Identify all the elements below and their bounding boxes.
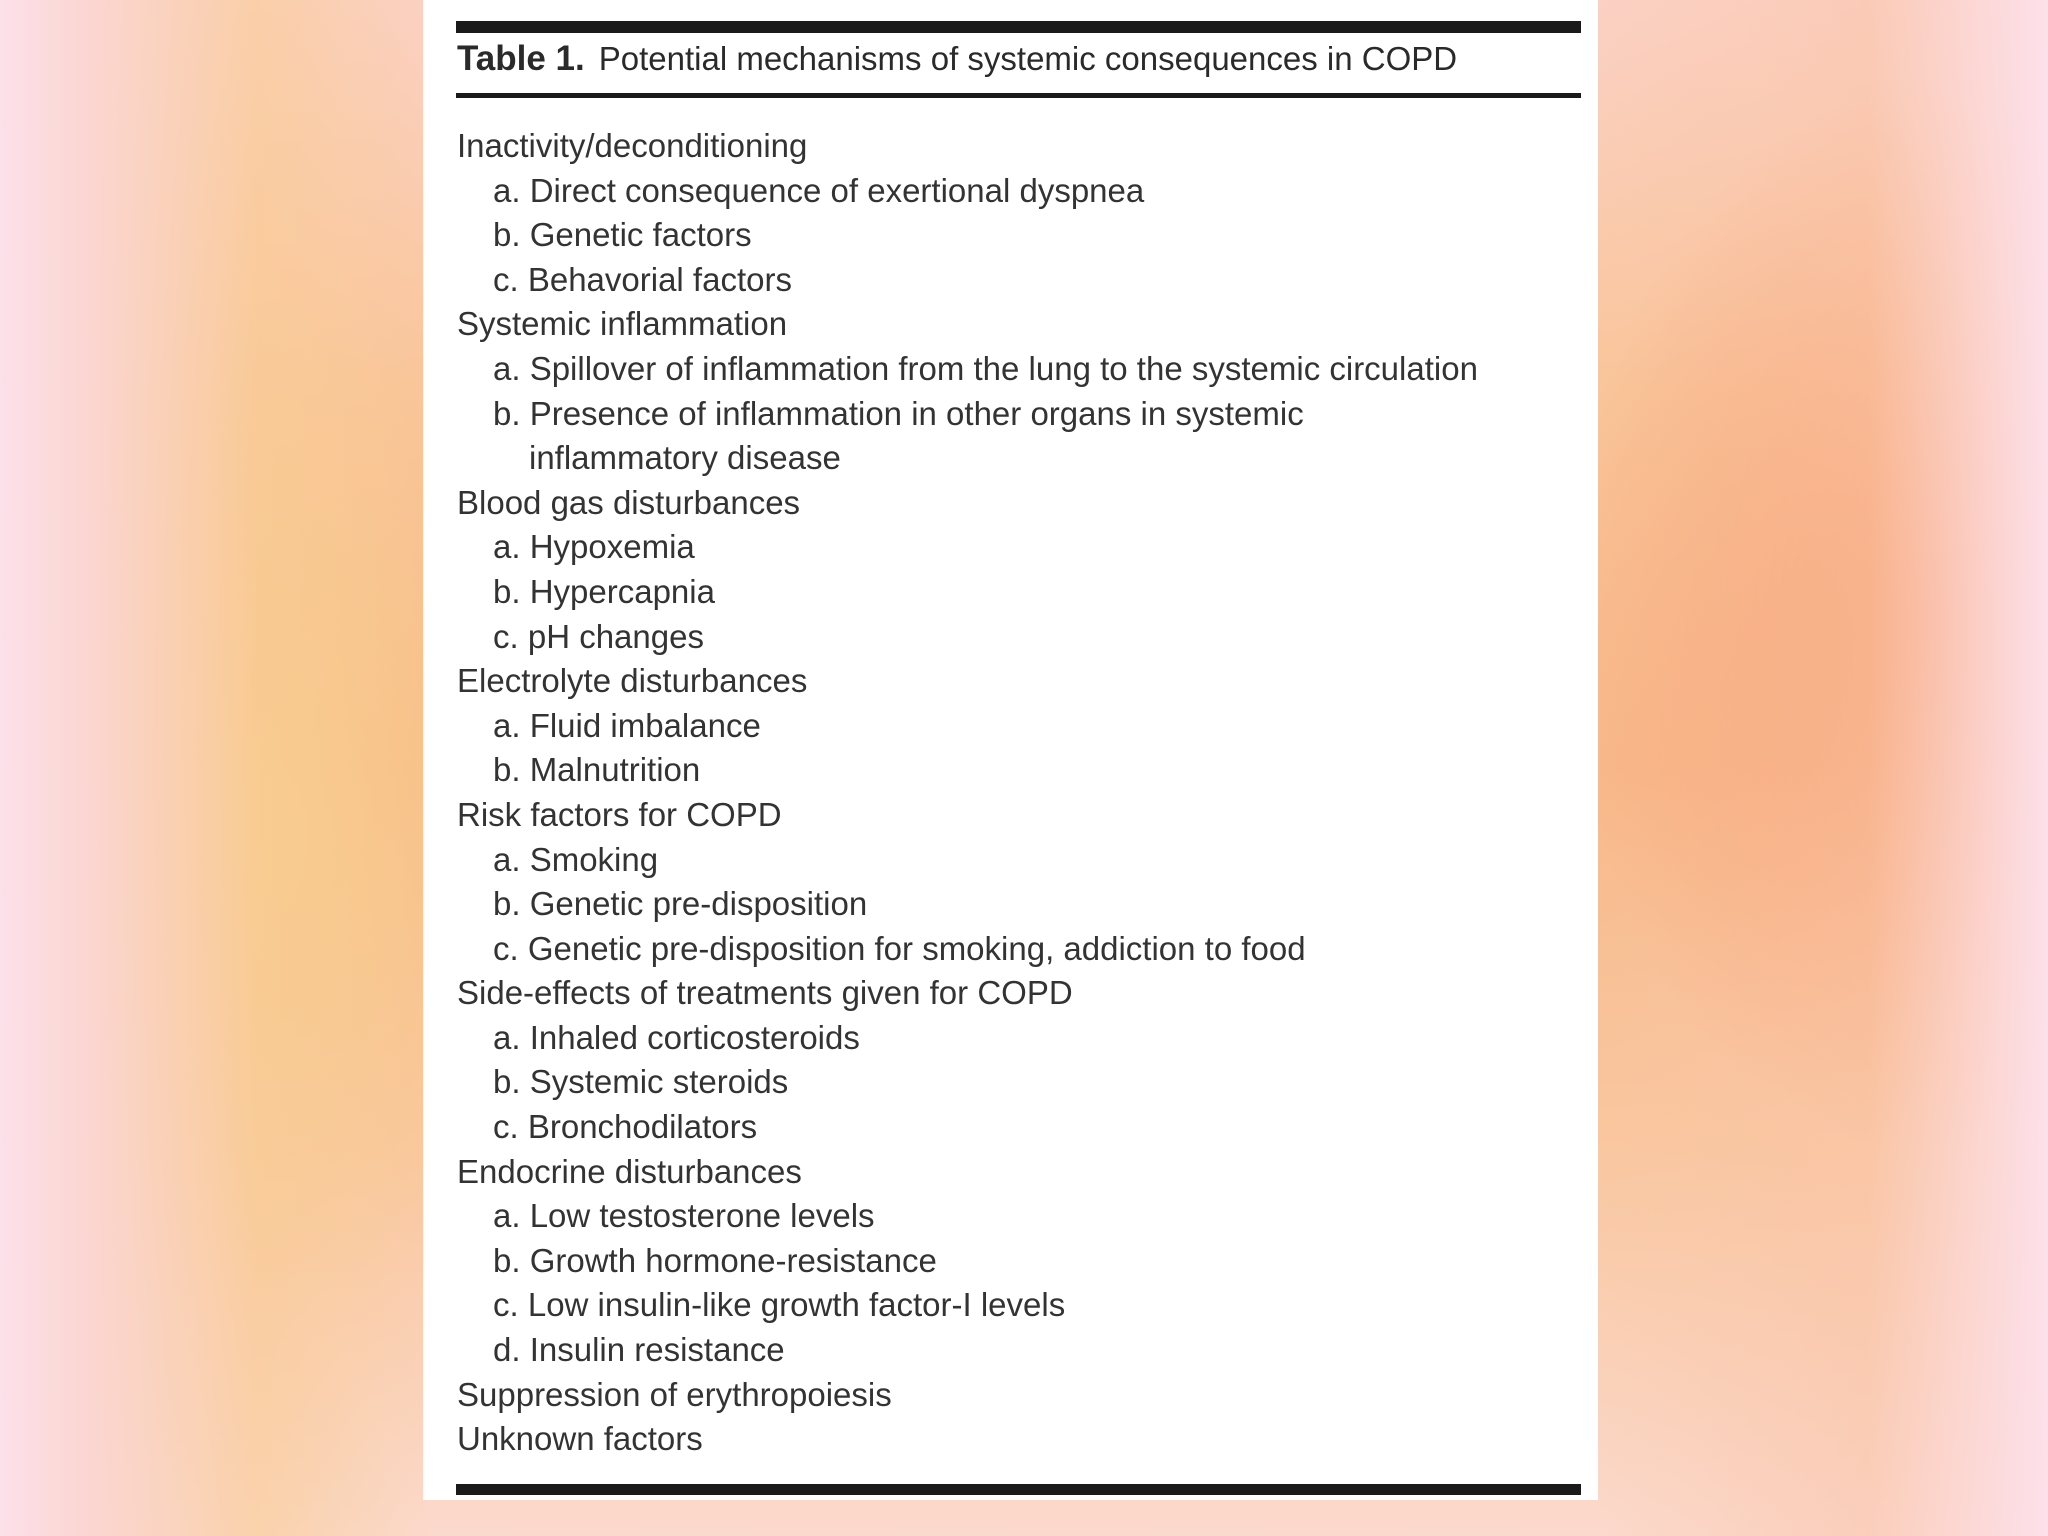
mechanism-list — [457, 124, 1582, 1462]
background-left-glow — [0, 0, 430, 1536]
table-document — [423, 0, 1598, 1500]
category-item: b. Growth hormone-resistance — [493, 1241, 937, 1279]
category-title: Risk factors for COPD — [457, 795, 782, 833]
table-header-rule — [456, 93, 1581, 98]
category-title: Side-effects of treatments given for COPD — [457, 974, 1073, 1012]
category-item: a. Low testosterone levels — [493, 1197, 875, 1235]
category-item: a. Fluid imbalance — [493, 706, 761, 744]
table-caption — [457, 34, 1457, 84]
table-bottom-rule — [456, 1484, 1581, 1495]
category-item: b. Malnutrition — [493, 751, 701, 789]
category-item: a. Hypoxemia — [493, 528, 695, 566]
category-title: Endocrine disturbances — [457, 1152, 802, 1190]
category-item: a. Inhaled corticosteroids — [493, 1018, 860, 1056]
category-item: c. Behavorial factors — [493, 260, 792, 298]
category-item: b. Presence of inflammation in other organs in systemic — [493, 394, 1304, 432]
category-item: b. Systemic steroids — [493, 1063, 789, 1101]
category-title: Suppression of erythropoiesis — [457, 1375, 892, 1413]
category-item: b. Genetic factors — [493, 216, 752, 254]
category-item: c. Bronchodilators — [493, 1108, 758, 1146]
background-right-glow — [1598, 0, 2048, 1536]
category-item: d. Insulin resistance — [493, 1331, 785, 1369]
category-title: Unknown factors — [457, 1420, 703, 1458]
category-item: a. Direct consequence of exertional dyspnea — [493, 171, 1145, 209]
category-item: c. pH changes — [493, 617, 704, 655]
category-item: a. Smoking — [493, 840, 659, 878]
table-top-rule — [456, 21, 1581, 33]
category-item: a. Spillover of inflammation from the lung to the systemic circulation — [493, 349, 1478, 387]
table-label: Table 1. — [457, 39, 585, 78]
category-item-continuation: inflammatory disease — [529, 439, 841, 477]
category-title: Systemic inflammation — [457, 305, 788, 343]
category-item: b. Genetic pre-disposition — [493, 885, 868, 923]
category-title: Inactivity/deconditioning — [457, 127, 808, 164]
category-title: Electrolyte disturbances — [457, 662, 808, 700]
table-caption-text: Potential mechanisms of systemic consequences in COPD — [598, 40, 1458, 77]
category-item: c. Genetic pre-disposition for smoking, addiction to food — [493, 929, 1306, 967]
category-item: c. Low insulin-like growth factor-I levels — [493, 1286, 1066, 1324]
category-title: Blood gas disturbances — [457, 483, 801, 521]
category-item: b. Hypercapnia — [493, 572, 715, 610]
